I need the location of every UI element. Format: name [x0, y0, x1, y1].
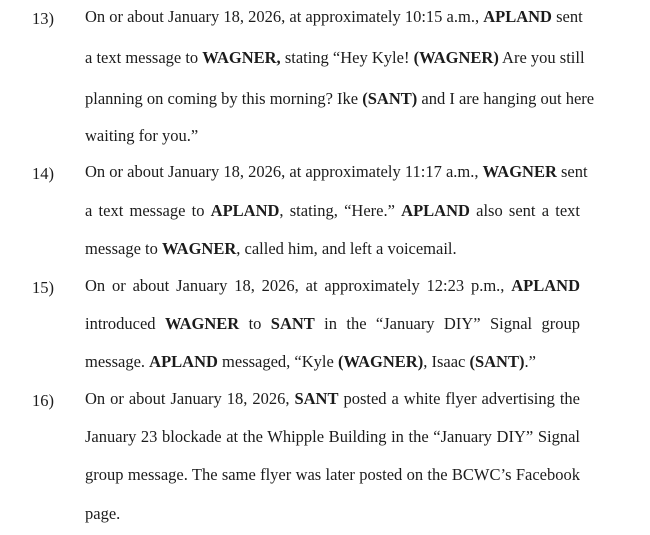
bold-name: APLAND [401, 201, 470, 220]
paragraph-line [85, 241, 457, 258]
paragraph-line [85, 506, 120, 523]
bold-name: WAGNER [161, 239, 237, 258]
text-run: On or about January 18, 2026, [85, 389, 295, 408]
text-run: On or about January 18, 2026, at approximately 11:17 a.m., [85, 162, 483, 181]
paragraph-number: 14) [32, 164, 54, 183]
text-run: .” [524, 352, 536, 371]
bold-name: (WAGNER) [413, 48, 499, 67]
text-run: stating “Hey Kyle! [280, 48, 414, 67]
paragraph-line [85, 467, 580, 484]
paragraph-number: 13) [32, 9, 54, 28]
paragraph-line [85, 89, 595, 108]
bold-name: (WAGNER) [337, 352, 424, 371]
paragraph-line [85, 162, 588, 181]
text-run: sent [551, 7, 583, 26]
text-run: , Isaac [423, 352, 470, 371]
paragraph-line [85, 48, 585, 67]
text-run: to [239, 314, 271, 333]
text-run: also sent a text [469, 201, 580, 220]
text-run: a text message to [85, 48, 203, 67]
text-run: messaged, “Kyle [217, 352, 338, 371]
bold-name: APLAND [483, 7, 552, 26]
paragraph-line [85, 128, 198, 145]
paragraph-line [85, 354, 536, 371]
text-run: planning on coming by this morning? Ike [85, 89, 363, 108]
paragraph-line [85, 278, 580, 295]
paragraph-line [85, 316, 580, 333]
text-run: message to [85, 239, 162, 258]
paragraph-number: 16) [32, 391, 54, 410]
text-run: introduced [85, 314, 165, 333]
text-run: waiting for you.” [85, 126, 199, 145]
bold-name: APLAND [511, 276, 580, 295]
paragraph-number: 15) [32, 278, 54, 297]
text-run: Are you still [498, 48, 585, 67]
text-run: January 23 blockade at the Whipple Building in the “January DIY” Signal [85, 427, 580, 446]
bold-name: SANT [294, 389, 339, 408]
text-run: and I are hanging out here [417, 89, 595, 108]
paragraph-line [85, 391, 580, 408]
paragraph-line [85, 203, 580, 220]
text-run: On or about January 18, 2026, at approximately 12:23 p.m., [85, 276, 512, 295]
text-run: posted a white flyer advertising the [338, 389, 580, 408]
bold-name: APLAND [210, 201, 280, 220]
bold-name: APLAND [149, 352, 218, 371]
bold-name: WAGNER [164, 314, 240, 333]
text-run: , called him, and left a voicemail. [236, 239, 457, 258]
bold-name: (SANT) [469, 352, 525, 371]
paragraph-line [85, 7, 583, 26]
bold-name: SANT [270, 314, 315, 333]
text-run: group message. The same flyer was later posted on the BCWC’s Facebook [85, 465, 580, 484]
text-run: a text message to [85, 201, 211, 220]
text-run: in the “January DIY” Signal group [314, 314, 580, 333]
paragraph-line [85, 429, 580, 446]
text-run: , stating, “Here.” [279, 201, 402, 220]
text-run: On or about January 18, 2026, at approximately 10:15 a.m., [85, 7, 484, 26]
text-run: message. [85, 352, 150, 371]
text-run: page. [85, 504, 121, 523]
text-run: sent [556, 162, 588, 181]
bold-name: (SANT) [362, 89, 418, 108]
bold-name: WAGNER [482, 162, 557, 181]
bold-name: WAGNER, [202, 48, 281, 67]
